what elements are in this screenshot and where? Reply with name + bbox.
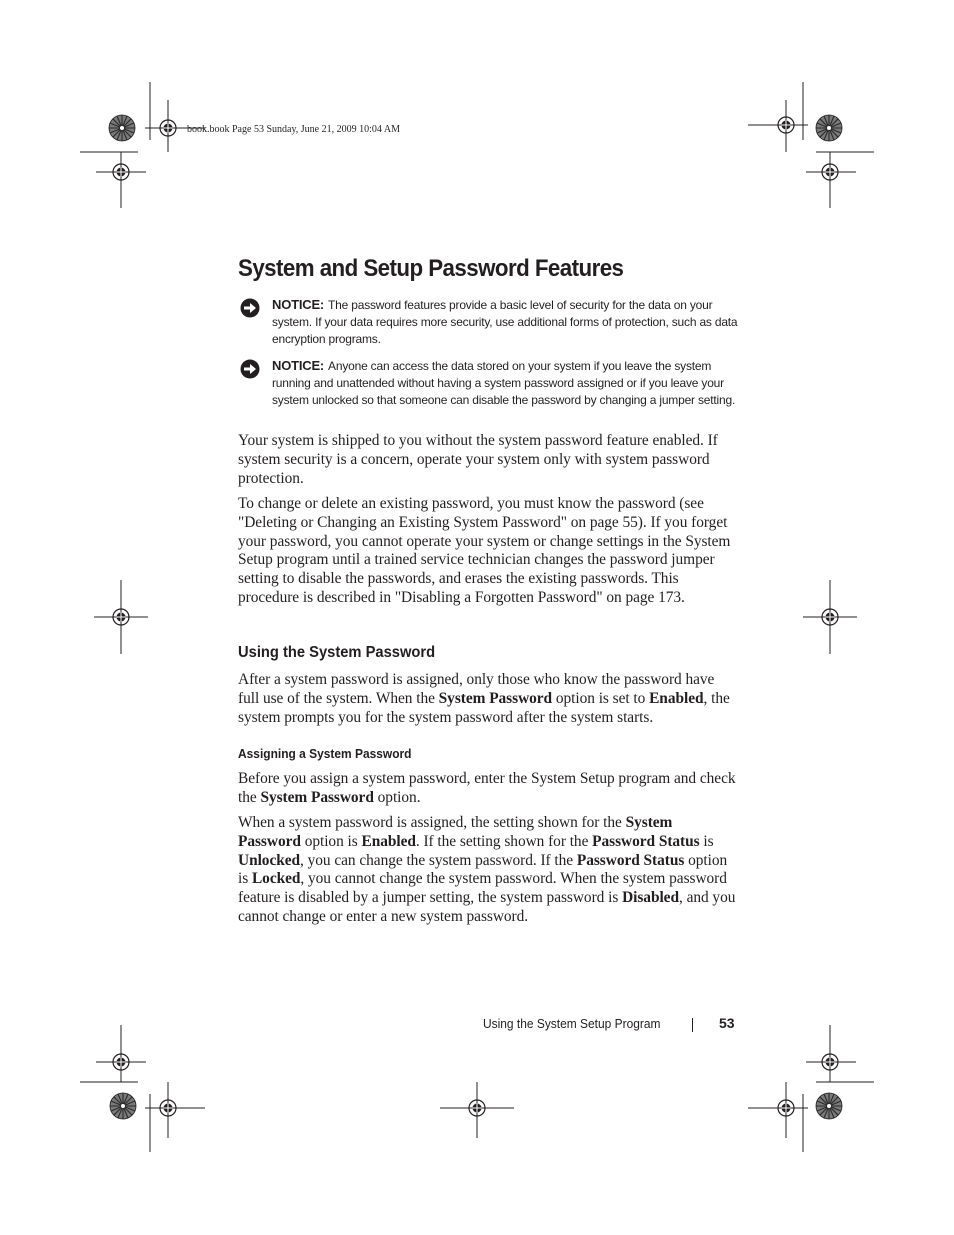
notice-block	[238, 296, 738, 348]
ui-term: Enabled	[649, 689, 704, 707]
starburst-target-icon	[816, 115, 842, 141]
body-paragraph: Your system is shipped to you without the system password feature enabled. If system security is a concern, operate your system only with system password protection.	[238, 432, 718, 487]
print-slug: book.book Page 53 Sunday, June 21, 2009 10:04 AM	[187, 124, 400, 135]
body-paragraph: To change or delete an existing password, you must know the password (see "Deleting or Changing an Existing System Password" on page 55). If you forget your password, you cannot operate your system or change settings in the System Setup program until a trained service technician changes the password jumper setting to disable the passwords, and erases the existing passwords. This procedure is described in "Disabling a Forgotten Password" on page 173.	[238, 495, 731, 606]
ui-term: System Password	[238, 814, 673, 850]
notice-label: NOTICE:	[272, 358, 325, 373]
notice-label: NOTICE:	[272, 297, 325, 312]
body-paragraph: Before you assign a system password, enter the System Setup program and check the System Password option.	[238, 770, 736, 806]
starburst-target-icon	[816, 1093, 842, 1119]
page-title: System and Setup Password Features	[238, 255, 624, 282]
starburst-target-icon	[109, 115, 135, 141]
footer-divider	[692, 1018, 693, 1032]
ui-term: Unlocked	[238, 851, 301, 869]
subsection-heading: Assigning a System Password	[238, 746, 412, 761]
section-heading: Using the System Password	[238, 644, 436, 661]
notice-text: Anyone can access the data stored on your system if you leave the system running and unattended without having a system password assigned or if you leave your system unlocked so that someone can disable the password by changing a jumper setting.	[272, 359, 736, 407]
notice-block	[238, 357, 738, 409]
notice-arrow-icon	[240, 298, 260, 318]
ui-term: Locked	[251, 870, 301, 888]
ui-term: Enabled	[361, 832, 416, 850]
ui-term: System Password	[438, 689, 553, 707]
page-number: 53	[719, 1015, 735, 1031]
starburst-target-icon	[110, 1093, 136, 1119]
body-paragraph: After a system password is assigned, only those who know the password have full use of the system. When the System Password option is set to Enabled, the system prompts you for the system password after the system starts.	[238, 671, 730, 726]
footer-chapter-title: Using the System Setup Program	[483, 1016, 661, 1031]
body-paragraph: When a system password is assigned, the setting shown for the System Password option is Enabled. If the setting shown for the Password Status is Unlocked, you can change the system password. If the Password Status option is Locked, you cannot change the system password. When the system password feature is disabled by a jumper setting, the system password is Disabled, and you cannot change or enter a new system password.	[238, 814, 736, 925]
notice-arrow-icon	[240, 359, 260, 379]
ui-term: Password Status	[592, 832, 700, 850]
ui-term: System Password	[260, 788, 374, 806]
notice-text: The password features provide a basic level of security for the data on your system. If your data requires more security, use additional forms of protection, such as data encryption programs.	[272, 298, 738, 346]
ui-term: Disabled	[622, 889, 679, 907]
ui-term: Password Status	[576, 851, 685, 869]
